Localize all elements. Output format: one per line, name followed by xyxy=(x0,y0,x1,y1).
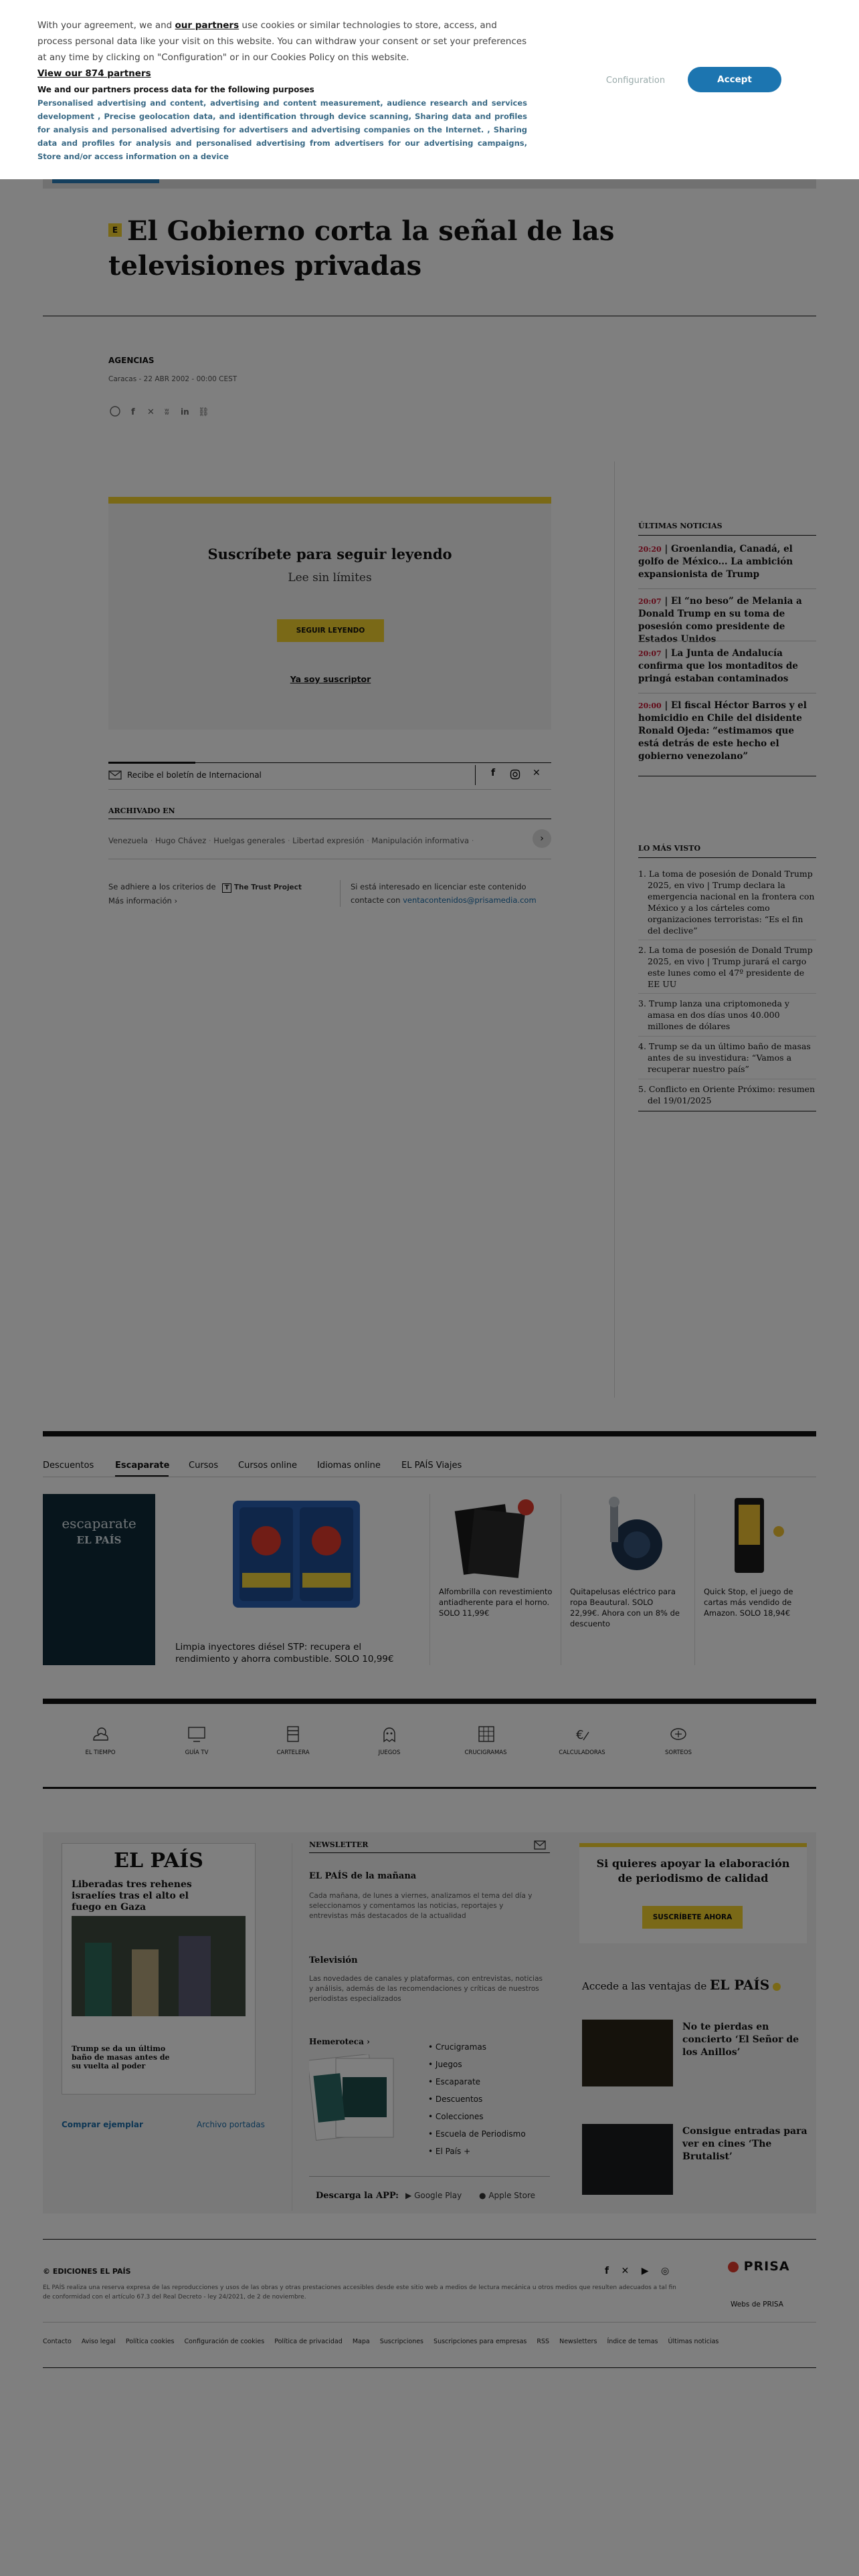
partners-link[interactable]: our partners xyxy=(175,20,240,31)
cookie-consent-banner xyxy=(0,0,859,179)
configuration-button[interactable]: Configuration xyxy=(605,76,666,86)
purposes-title: We and our partners process data for the following purposes xyxy=(37,85,314,94)
accept-button[interactable]: Accept xyxy=(688,67,781,92)
view-partners-link[interactable]: View our 874 partners xyxy=(37,68,151,79)
purposes-text: Personalised advertising and content, advertising and content measurement, audience research and services development , Precise geolocation data, and identification through device scanning, Sharing data and profiles for analysis and personalised advertising for advertisers and advertising companies on the Internet. , Sharing data and profiles for analysis and personalised advertising from advertisers for our advertising campaigns, Store and/or access information on a device xyxy=(37,98,527,161)
consent-purposes xyxy=(37,83,527,163)
consent-text: With your agreement, we and our partners use cookies or similar technologies to store, access, and process personal data like your visit on this website. You can withdraw your consent or set your preferences at any time by clicking on "Configuration" or in our Cookies Policy on this website. View our 874 partners xyxy=(37,20,527,79)
